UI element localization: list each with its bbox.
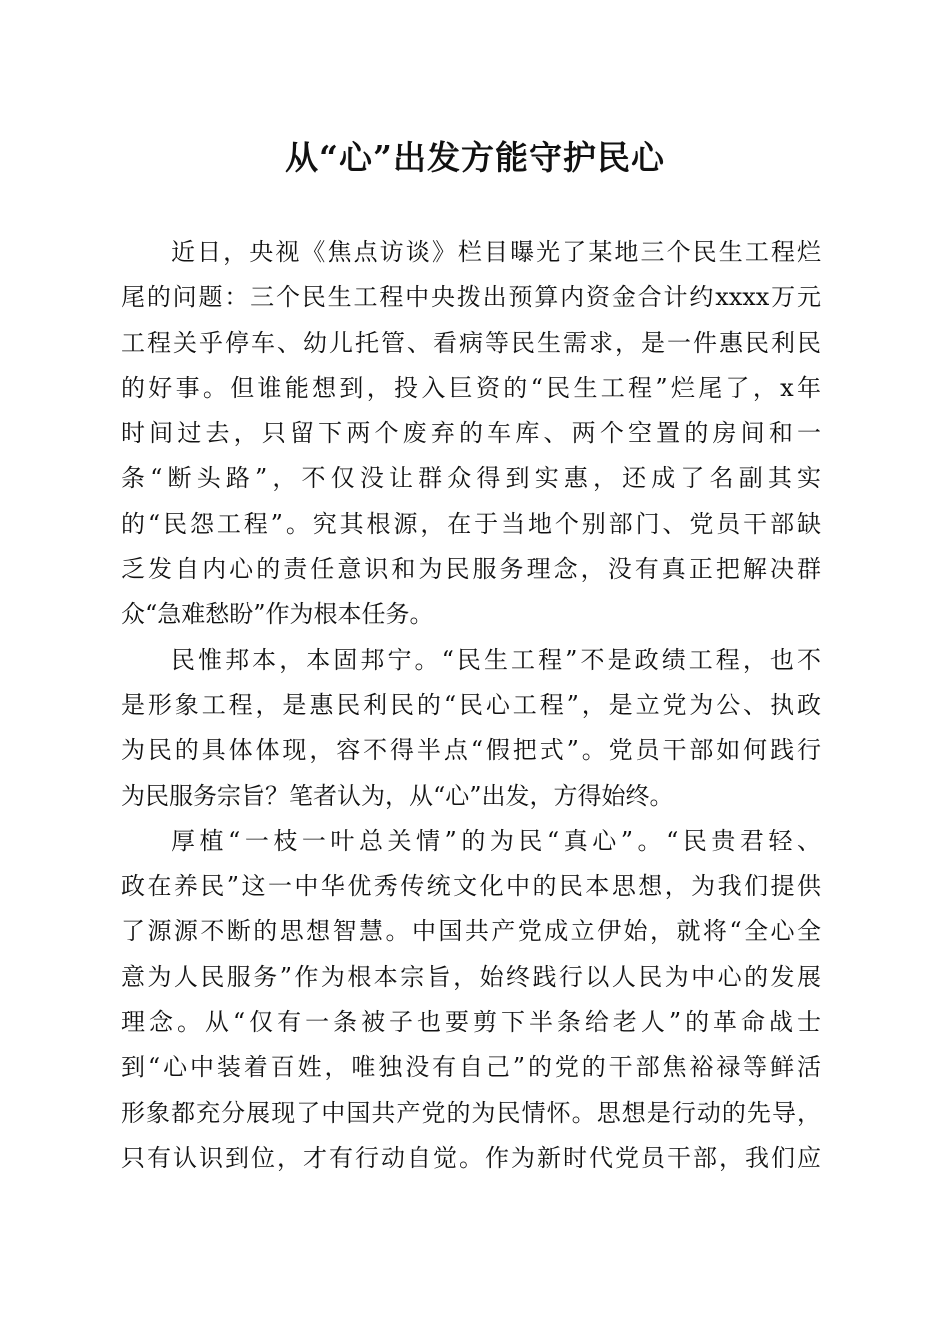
- text-line: 理念。从“仅有一条被子也要剪下半条给老人”的革命战士: [121, 1008, 821, 1037]
- text-line: 是形象工程，是惠民利民的“民心工程”，是立党为公、执政: [121, 690, 821, 719]
- text-line: 近日，央视《焦点访谈》栏目曝光了某地三个民生工程烂: [171, 238, 821, 266]
- text-line: 的好事。但谁能想到，投入巨资的“民生工程”烂尾了，x年: [121, 373, 821, 402]
- text-line: 到“心中装着百姓，唯独没有自己”的党的干部焦裕禄等鲜活: [121, 1053, 821, 1082]
- text-line: 工程关乎停车、幼儿托管、看病等民生需求，是一件惠民利民: [121, 328, 821, 357]
- text-line: 民惟邦本，本固邦宁。“民生工程”不是政绩工程，也不: [171, 645, 821, 674]
- text-line: 尾的问题：三个民生工程中央拨出预算内资金合计约xxxx万元: [121, 283, 821, 312]
- text-line: 时间过去，只留下两个废弃的车库、两个空置的房间和一: [121, 419, 821, 448]
- document-title: 从“心”出发方能守护民心: [285, 138, 665, 177]
- text-line: 了源源不断的思想智慧。中国共产党成立伊始，就将“全心全: [121, 917, 821, 946]
- text-line: 厚植“一枝一叶总关情”的为民“真心”。“民贵君轻、: [171, 826, 821, 855]
- text-line: 政在养民”这一中华优秀传统文化中的民本思想，为我们提供: [121, 872, 821, 901]
- text-line: 乏发自内心的责任意识和为民服务理念，没有真正把解决群: [121, 555, 821, 584]
- text-line: 条“断头路”，不仅没让群众得到实惠，还成了名副其实: [121, 464, 821, 493]
- text-line: 众“急难愁盼”作为根本任务。: [121, 600, 434, 629]
- text-line: 为民的具体体现，容不得半点“假把式”。党员干部如何践行: [121, 736, 821, 765]
- paragraph-3: [121, 819, 821, 1181]
- text-line: 只有认识到位，才有行动自觉。作为新时代党员干部，我们应: [121, 1143, 821, 1172]
- text-line: 为民服务宗旨？笔者认为，从“心”出发，方得始终。: [121, 781, 674, 810]
- document-body: [121, 230, 821, 1181]
- text-line: 意为人民服务”作为根本宗旨，始终践行以人民为中心的发展: [121, 962, 821, 991]
- text-line: 形象都充分展现了中国共产党的为民情怀。思想是行动的先导，: [121, 1098, 821, 1127]
- paragraph-2: [121, 638, 821, 819]
- paragraph-1: [121, 230, 821, 638]
- text-line: 的“民怨工程”。究其根源，在于当地个别部门、党员干部缺: [121, 509, 821, 538]
